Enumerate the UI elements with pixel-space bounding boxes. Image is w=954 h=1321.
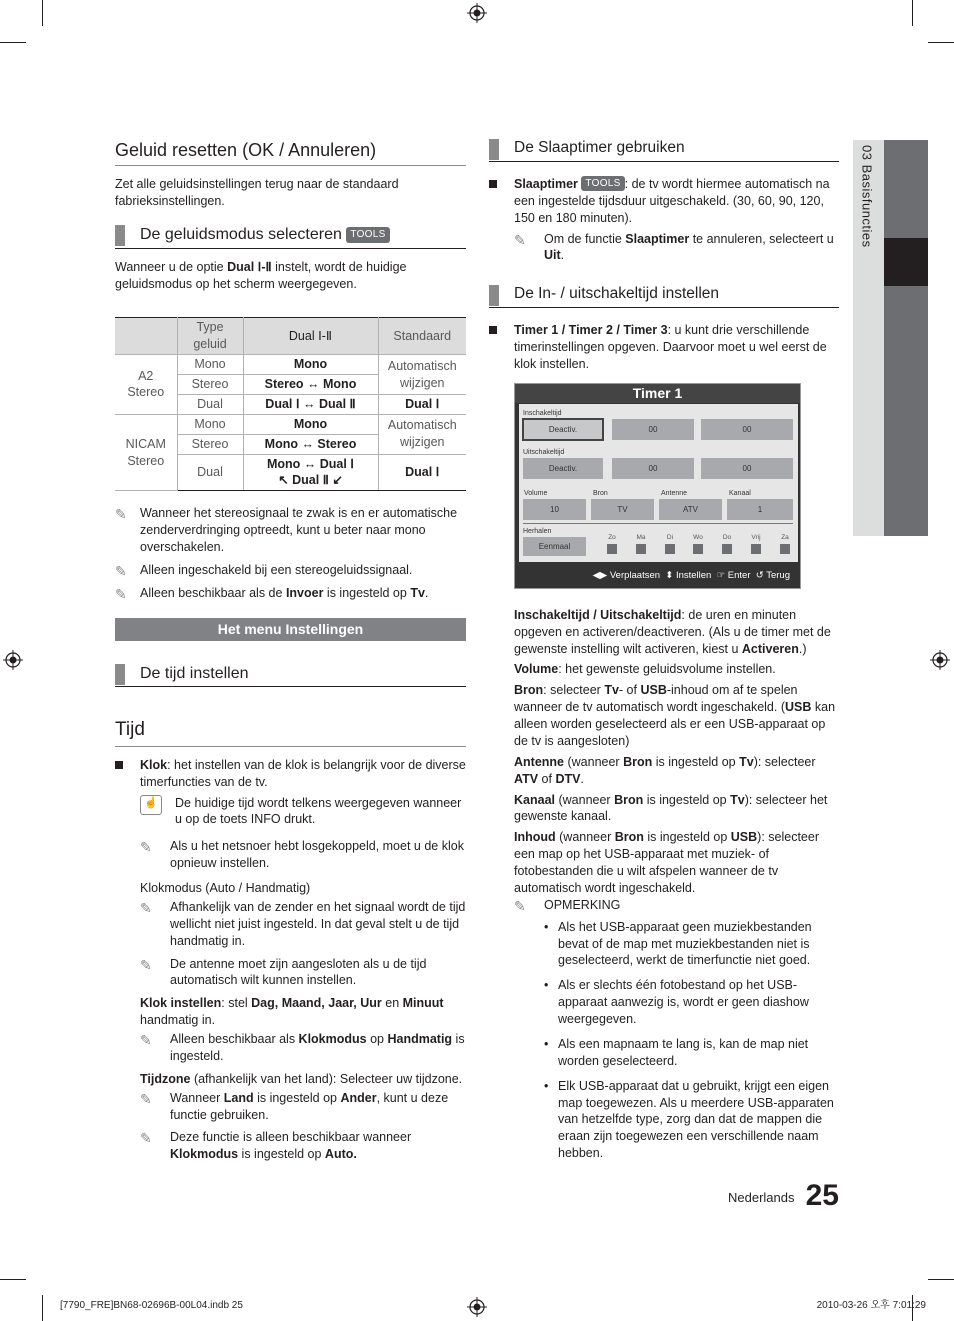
chapter-tab-marker	[884, 238, 928, 286]
heading-sound-reset: Geluid resetten (OK / Annuleren)	[115, 138, 466, 166]
osd-day-label: Vrij	[751, 533, 761, 541]
list-item: • Als het USB-apparaat geen muziekbestanden bevat of de map met muziekbestanden niet is geselecteerd, werkt de timerfunctie niet goed.	[489, 919, 839, 970]
pencil-icon: ✎	[115, 506, 127, 523]
osd-day-label: Do	[722, 533, 732, 541]
page-number: 25	[805, 1179, 839, 1212]
osd-panel	[519, 404, 798, 562]
heading-bar	[489, 139, 499, 160]
crop-mark	[928, 42, 954, 43]
table-row: A2 Stereo Mono Mono Automatisch wijzigen	[115, 355, 466, 375]
description-block	[489, 607, 839, 897]
heading-set-time: De tijd instellen	[115, 663, 466, 688]
paragraph: Antenne (wanneer Bron is ingesteld op Tv): selecteer ATV of DTV.	[514, 754, 816, 786]
osd-day-checkbox[interactable]	[751, 544, 761, 554]
note: ✎ Alleen beschikbaar als de Invoer is ingesteld op Tv.	[115, 585, 429, 602]
paragraph: Inschakeltijd / Uitschakeltijd: de uren en minuten opgeven en activeren/deactiveren. (Als u de timer met de gewenste instelling wilt activeren, kiest u Activeren.)	[514, 607, 831, 656]
crop-mark	[912, 0, 913, 26]
crop-mark	[42, 0, 43, 26]
table-row: Stereo Mono ↔ Stereo	[115, 434, 466, 454]
pencil-icon: ✎	[514, 231, 526, 248]
tools-icon: TOOLS	[346, 227, 389, 243]
chapter-tab-dark	[884, 140, 928, 536]
bullet-square-icon	[489, 180, 497, 188]
paragraph: Inhoud (wanneer Bron is ingesteld op USB): selecteer een map op het USB-apparaat met muziek- of fotobestanden die u wilt afspelen wanneer de tv automatisch wordt ingeschakeld.	[514, 830, 819, 895]
note: ✎ Alleen beschikbaar als Klokmodus op Handmatig is ingesteld.	[140, 1032, 465, 1063]
chapter-label: 03 Basisfuncties	[859, 145, 875, 248]
list-item: Timer 1 / Timer 2 / Timer 3: u kunt drie verschillende timerinstellingen opgeven. Daarvoor moet u wel eerst de klok instellen.	[489, 322, 839, 373]
heading-sleep-timer: De Slaaptimer gebruiken	[489, 138, 839, 162]
pencil-icon: ✎	[140, 1032, 152, 1049]
table-row: Type geluid Dual Ⅰ-Ⅱ Standaard	[115, 318, 466, 355]
heading-text: De geluidsmodus selecteren	[140, 226, 342, 244]
list-item: Slaaptimer TOOLS : de tv wordt hiermee automatisch na een ingestelde tijdsduur uitgeschakeld. (30, 60, 90, 120, 150 en 180 minuten).	[489, 176, 839, 227]
sound-mode-table	[115, 317, 466, 491]
timer-osd-screenshot	[514, 383, 801, 589]
bullet-square-icon	[489, 326, 497, 334]
pencil-icon: ✎	[140, 1090, 152, 1107]
paragraph: Zet alle geluidsinstellingen terug naar de standaard fabrieksinstellingen.	[115, 177, 399, 209]
heading-time: Tijd	[115, 717, 466, 747]
osd-label: Inschakeltijd	[523, 409, 562, 417]
osd-field-on-time[interactable]: Deactiv.	[522, 418, 604, 441]
paragraph: Wanneer u de optie Dual Ⅰ-Ⅱ instelt, wordt de huidige geluidsmodus op het scherm weergegeven.	[115, 259, 407, 291]
note: ✎ Alleen ingeschakeld bij een stereogeluidssignaal.	[115, 562, 413, 579]
list-item: • Als er slechts één fotobestand op het USB-apparaat aanwezig is, wordt er geen diashow weergegeven.	[489, 977, 839, 1028]
pencil-icon: ✎	[514, 897, 526, 914]
clock-mode-label: Klokmodus (Auto / Handmatig)	[140, 881, 311, 896]
hand-icon: ☝	[140, 795, 162, 815]
osd-day-label: Zo	[608, 533, 616, 541]
note: ✎ De antenne moet zijn aangesloten als u de tijd automatisch wilt kunnen instellen.	[140, 956, 427, 988]
bullet-square-icon	[115, 761, 123, 769]
pencil-icon: ✎	[140, 956, 152, 973]
table-row: Dual Dual Ⅰ ↔ Dual Ⅱ Dual Ⅰ	[115, 394, 466, 414]
osd-label: Uitschakeltijd	[523, 448, 565, 456]
tools-icon: TOOLS	[581, 176, 624, 192]
osd-day-checkbox[interactable]	[780, 544, 790, 554]
note: ✎ Deze functie is alleen beschikbaar wanneer Klokmodus is ingesteld op Auto.	[140, 1130, 412, 1162]
osd-field-off-time[interactable]: Deactiv.	[523, 458, 603, 479]
list-item: Klok: het instellen van de klok is belangrijk voor de diverse timerfuncties van de tv.	[115, 757, 466, 791]
osd-field-source[interactable]: TV	[591, 499, 654, 520]
pencil-icon: ✎	[140, 839, 152, 856]
heading-bar	[115, 664, 125, 685]
osd-field-volume[interactable]: 10	[523, 499, 586, 520]
table-row: Dual Mono ↔ Dual Ⅰ ↖ Dual Ⅱ ↙ Dual Ⅰ	[115, 454, 466, 491]
osd-day-label: Di	[666, 533, 674, 541]
crop-mark	[42, 1295, 43, 1321]
left-column	[115, 138, 466, 1169]
osd-day-label: Ma	[636, 533, 646, 541]
osd-label: Volume	[524, 489, 548, 497]
paragraph: Klok instellen: stel Dag, Maand, Jaar, Uur en Minuut handmatig in.	[140, 996, 444, 1028]
osd-day-checkbox[interactable]	[636, 544, 646, 554]
heading-bar	[489, 285, 499, 306]
paragraph: Bron: selecteer Tv- of USB-inhoud om af te spelen wanneer de tv automatisch wordt ingeschakeld. (USB kan alleen worden geselecteerd als er een USB-apparaat op de tv is aangesloten)	[514, 683, 836, 748]
arrows-left-right-icon: ◀▶	[592, 570, 608, 582]
osd-field-repeat[interactable]: Eenmaal	[523, 537, 586, 556]
registration-mark-icon	[930, 650, 950, 670]
registration-mark-icon	[467, 3, 487, 23]
crop-mark	[0, 42, 26, 43]
registration-mark-icon	[467, 1297, 487, 1317]
osd-day-label: Wo	[693, 533, 703, 541]
osd-field-channel[interactable]: 1	[727, 499, 793, 520]
arrows-up-down-icon: ⬍	[665, 570, 674, 582]
osd-field-antenna[interactable]: ATV	[659, 499, 722, 520]
osd-label: Herhalen	[523, 527, 552, 535]
crop-mark	[0, 1279, 26, 1280]
registration-mark-icon	[3, 650, 23, 670]
enter-icon: ☞	[716, 570, 726, 582]
note: ✎ Afhankelijk van de zender en het signaal wordt de tijd wellicht niet juist ingesteld. In dat geval stelt u de tijd handmatig in.	[140, 899, 466, 948]
osd-day-label: Za	[781, 533, 789, 541]
print-footer-file: [7790_FRE]BN68-02696B-00L04.indb 25	[60, 1300, 243, 1311]
pencil-icon: ✎	[115, 585, 127, 602]
page-language: Nederlands	[728, 1190, 795, 1205]
menu-banner: Het menu Instellingen	[115, 618, 466, 641]
osd-day-checkbox[interactable]	[693, 544, 703, 554]
note: ✎ Wanneer het stereosignaal te zwak is en er automatische zenderverdringing optreedt, kunt u beter naar mono overschakelen.	[115, 506, 458, 555]
pencil-icon: ✎	[140, 899, 152, 916]
osd-field-hour[interactable]: 00	[612, 458, 694, 479]
info-note: ☝ De huidige tijd wordt telkens weergegeven wanneer u op de toets INFO drukt.	[140, 795, 466, 829]
heading-on-off-timer: De In- / uitschakeltijd instellen	[489, 284, 839, 308]
pencil-icon: ✎	[115, 562, 127, 579]
osd-title: Timer 1	[515, 384, 800, 403]
osd-day-checkbox[interactable]	[722, 544, 732, 554]
osd-label: Bron	[593, 489, 608, 497]
table-row: NICAM Stereo Mono Mono Automatisch wijzigen	[115, 414, 466, 434]
note: ✎ Als u het netsnoer hebt losgekoppeld, moet u de klok opnieuw instellen.	[140, 839, 464, 871]
osd-field-minute[interactable]: 00	[701, 458, 793, 479]
list-item: • Elk USB-apparaat dat u gebruikt, krijgt een eigen map toegewezen. Als u meerdere USB-apparaten van hetzelfde type, zorg dan dat de mappen die eraan zijn toegewezen een verschillende naam hebben.	[489, 1078, 839, 1162]
paragraph: Tijdzone (afhankelijk van het land): Selecteer uw tijdzone.	[140, 1071, 463, 1086]
osd-field-minute[interactable]: 00	[701, 419, 793, 440]
right-column	[489, 138, 839, 1170]
paragraph: Volume: het gewenste geluidsvolume instellen.	[514, 662, 776, 677]
note: ✎ Om de functie Slaaptimer te annuleren, selecteert u Uit.	[514, 231, 834, 263]
heading-bar	[115, 225, 125, 246]
note-heading: ✎ OPMERKING	[514, 897, 621, 914]
indented-block	[115, 795, 466, 1164]
osd-footer: ◀▶ Verplaatsen ⬍ Instellen ☞ Enter ↺ Terug	[592, 570, 790, 582]
paragraph: Kanaal (wanneer Bron is ingesteld op Tv): selecteer het gewenste kanaal.	[514, 792, 828, 824]
return-icon: ↺	[755, 570, 764, 582]
osd-label: Kanaal	[729, 489, 751, 497]
note: ✎ Wanneer Land is ingesteld op Ander, kunt u deze functie gebruiken.	[140, 1090, 449, 1122]
list-item: • Als een mapnaam te lang is, kan de map niet worden geselecteerd.	[489, 1036, 839, 1070]
pencil-icon: ✎	[140, 1130, 152, 1147]
osd-field-hour[interactable]: 00	[612, 419, 694, 440]
osd-day-checkbox[interactable]	[607, 544, 617, 554]
print-footer-date: 2010-03-26 오후 7:01:29	[816, 1300, 926, 1311]
heading-sound-mode	[115, 224, 466, 249]
osd-divider	[523, 523, 793, 524]
table-row: Stereo Stereo ↔ Mono	[115, 375, 466, 395]
osd-label: Antenne	[661, 489, 688, 497]
osd-day-checkbox[interactable]	[665, 544, 675, 554]
crop-mark	[928, 1279, 954, 1280]
